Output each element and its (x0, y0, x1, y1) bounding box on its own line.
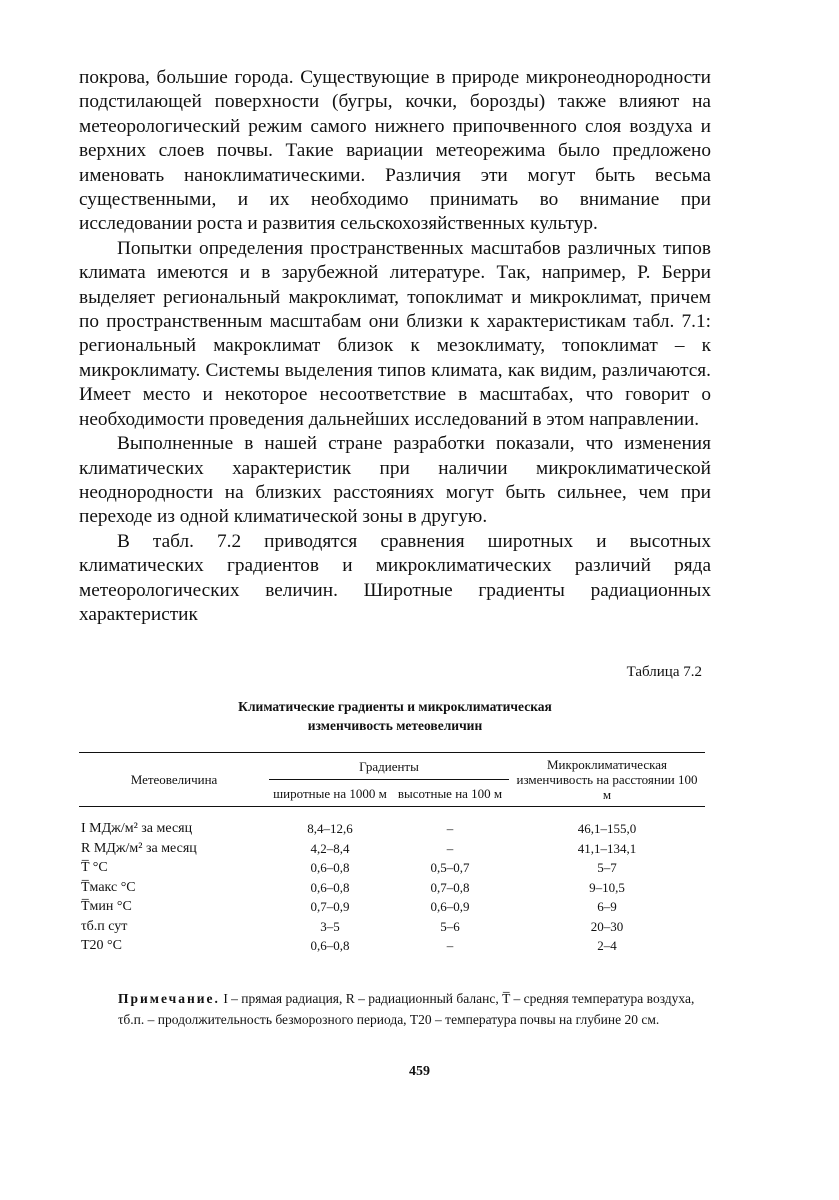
row-quantity: T20 °C (81, 938, 122, 953)
row-microclimatic: 20–30 (590, 918, 624, 934)
header-gradients: Градиенты (269, 753, 509, 780)
table-note (118, 988, 718, 1030)
table-title-line: Климатические градиенты и микроклиматическая (238, 699, 552, 714)
table-caption: Таблица 7.2 (626, 664, 702, 680)
row-latitudinal: 0,6–0,8 (310, 879, 350, 895)
note-label: Примечание. (118, 991, 220, 1006)
row-latitudinal: 8,4–12,6 (307, 821, 353, 836)
note-text: I – прямая радиация, R – радиационный баланс, T̅ – средняя температура воздуха, τб.п. – продолжительность безморозного периода, T20 – температура почвы на глубине 20 см. (118, 991, 695, 1027)
table-row (79, 936, 705, 956)
table-title (79, 697, 711, 735)
row-altitudinal: 0,7–0,8 (430, 879, 470, 895)
row-microclimatic: 9–10,5 (589, 879, 625, 895)
row-microclimatic: 6–9 (597, 899, 617, 914)
table-title-line: изменчивость метеовеличин (307, 718, 483, 733)
header-quantity: Метеовеличина (130, 772, 218, 787)
row-latitudinal: 0,6–0,8 (310, 860, 350, 875)
row-microclimatic: 41,1–134,1 (577, 840, 637, 856)
table-row (79, 858, 705, 878)
row-quantity: τб.п сут (81, 918, 128, 934)
row-quantity: T̅макс °C (81, 879, 136, 895)
row-quantity: T̅ °C (81, 860, 108, 875)
header-microclimatic: Микроклиматическая изменчивость на расстоянии 100 м (516, 757, 698, 802)
header-altitudinal: высотные на 100 м (397, 785, 503, 801)
row-quantity: T̅мин °C (81, 899, 132, 914)
paragraph: В табл. 7.2 приводятся сравнения широтных и высотных климатических градиентов и микроклиматических различий ряда метеорологических величин. Широтные градиенты радиационных характеристик (79, 530, 711, 625)
row-altitudinal: – (446, 938, 454, 953)
row-quantity: R МДж/м² за месяц (81, 840, 197, 856)
body-text (79, 66, 711, 627)
row-altitudinal: 0,6–0,9 (430, 899, 470, 914)
row-microclimatic: 5–7 (597, 860, 617, 875)
table-row (79, 807, 705, 839)
table-row (79, 917, 705, 937)
table-row (79, 878, 705, 898)
row-microclimatic: 46,1–155,0 (577, 821, 637, 836)
row-latitudinal: 3–5 (320, 918, 340, 934)
row-latitudinal: 0,6–0,8 (310, 938, 350, 953)
paragraph: Попытки определения пространственных масштабов различных типов климата имеются и в зарубежной литературе. Так, например, Р. Берри выделяет региональный макроклимат, топоклимат и микроклимат, причем по пространственным масштабам они близки к характеристикам табл. 7.1: региональный макроклимат близок к мезоклимату, топоклимат – к микроклимату. Системы выделения типов климата, как видим, различаются. Имеет место и некоторое несоответствие в масштабах, что говорит о необходимости проведения дальнейших исследований в этом направлении. (79, 237, 711, 430)
row-altitudinal: 5–6 (440, 918, 460, 934)
row-altitudinal: – (446, 821, 454, 836)
row-altitudinal: 0,5–0,7 (430, 860, 470, 875)
header-latitudinal: широтные на 1000 м (273, 785, 387, 801)
page-number: 459 (409, 1064, 430, 1079)
table-row (79, 897, 705, 917)
row-latitudinal: 0,7–0,9 (310, 899, 350, 914)
climate-gradients-table (79, 752, 705, 956)
row-altitudinal: – (446, 840, 454, 856)
row-latitudinal: 4,2–8,4 (310, 840, 350, 856)
table-row (79, 839, 705, 859)
row-quantity: I МДж/м² за месяц (81, 821, 193, 836)
row-microclimatic: 2–4 (597, 938, 617, 953)
paragraph: покрова, большие города. Существующие в природе микронеоднородности подстилающей поверхности (бугры, кочки, борозды) также влияют на метеорологический режим самого нижнего припочвенного слоя воздуха и верхних слоев почвы. Такие вариации метеорежима было предложено именовать наноклиматическими. Различия эти могут быть весьма существенными, и их необходимо принимать во внимание при исследовании роста и развития сельскохозяйственных культур. (79, 67, 711, 235)
paragraph: Выполненные в нашей стране разработки показали, что изменения климатических характеристик при наличии микроклиматической неоднородности на близких расстояниях могут быть сильнее, чем при переходе из одной климатической зоны в другую. (79, 433, 711, 528)
